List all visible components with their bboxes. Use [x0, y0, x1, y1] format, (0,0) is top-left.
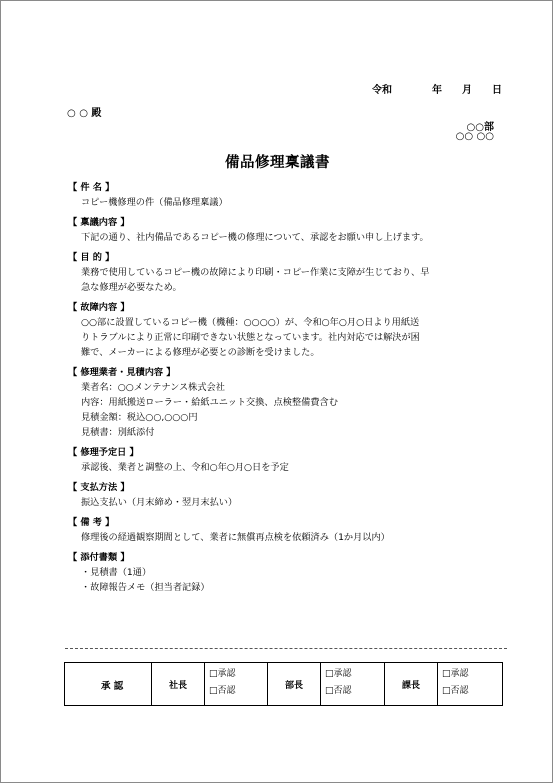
recipient: ○ ○ 殿 — [67, 108, 102, 119]
approver-options-president — [204, 663, 266, 705]
approver-options-section-chief — [437, 663, 502, 705]
approve-checkbox[interactable]: □承認 — [442, 669, 469, 679]
section-text: コピー機修理の件（備品修理稟議） — [81, 197, 228, 208]
sender-name: ○○ ○○ — [455, 131, 494, 142]
reject-checkbox[interactable]: □否認 — [325, 686, 352, 696]
section-malfunction — [68, 300, 508, 360]
section-request — [68, 215, 508, 245]
date-day: 日 — [492, 85, 502, 96]
approver-role-section-chief: 課長 — [384, 663, 437, 705]
approver-role-president: 社長 — [151, 663, 204, 705]
section-heading: 【 件 名 】 — [68, 182, 115, 193]
approval-table — [64, 662, 503, 706]
approver-role-manager: 部長 — [267, 663, 320, 705]
section-text: 業務で使用しているコピー機の故障により印刷・コピー作業に支障が生じており、早 急な修理が必要なため。 — [81, 267, 430, 293]
cut-line-divider — [65, 648, 507, 649]
section-purpose — [68, 250, 508, 295]
section-heading: 【 修理予定日 】 — [68, 447, 139, 458]
section-text: 承認後、業者と調整の上、令和○年○月○日を予定 — [81, 462, 289, 473]
approval-label: 承 認 — [101, 681, 124, 692]
approve-checkbox[interactable]: □承認 — [325, 669, 352, 679]
reject-checkbox[interactable]: □否認 — [209, 686, 236, 696]
document-body — [68, 180, 508, 600]
section-heading: 【 稟議内容 】 — [68, 217, 130, 228]
section-schedule — [68, 445, 508, 475]
date-line — [372, 81, 502, 96]
section-heading: 【 備 考 】 — [68, 517, 115, 528]
section-remarks — [68, 515, 508, 545]
reject-checkbox[interactable]: □否認 — [442, 686, 469, 696]
section-heading: 【 添付書類 】 — [68, 552, 130, 563]
sender-department: ○○部 — [466, 122, 494, 133]
document-title: 備品修理稟議書 — [225, 155, 330, 171]
section-heading: 【 支払方法 】 — [68, 482, 130, 493]
section-text: ・見積書（1通） ・故障報告メモ（担当者記録） — [81, 567, 210, 593]
section-heading: 【 目 的 】 — [68, 252, 115, 263]
section-text: 振込支払い（月末締め・翌月末払い） — [81, 497, 238, 508]
section-text: 修理後の経過観察期間として、業者に無償再点検を依頼済み（1か月以内） — [81, 532, 390, 543]
approve-checkbox[interactable]: □承認 — [209, 669, 236, 679]
date-month: 月 — [462, 85, 472, 96]
date-year: 年 — [432, 85, 442, 96]
section-text: ○○部に設置しているコピー機（機種：○○○○）が、令和○年○月○日より用紙送 りトラブルにより正常に印刷できない状態となっています。社内対応では解決が困 難で、メーカーによる修理が必要との診断を受けました。 — [81, 317, 420, 358]
section-text: 業者名：○○メンテナンス株式会社 内容：用紙搬送ローラー・給紙ユニット交換、点検整備費含む 見積金額：税込○○,○○○円 見積書：別紙添付 — [81, 382, 338, 438]
section-payment — [68, 480, 508, 510]
section-heading: 【 故障内容 】 — [68, 302, 130, 313]
date-era: 令和 — [372, 85, 392, 96]
approver-options-manager — [320, 663, 383, 705]
section-subject — [68, 180, 508, 210]
section-attachments — [68, 550, 508, 595]
section-text: 下記の通り、社内備品であるコピー機の修理について、承認をお願い申し上げます。 — [81, 232, 429, 243]
section-heading: 【 修理業者・見積内容 】 — [68, 367, 176, 378]
section-vendor-estimate — [68, 365, 508, 440]
